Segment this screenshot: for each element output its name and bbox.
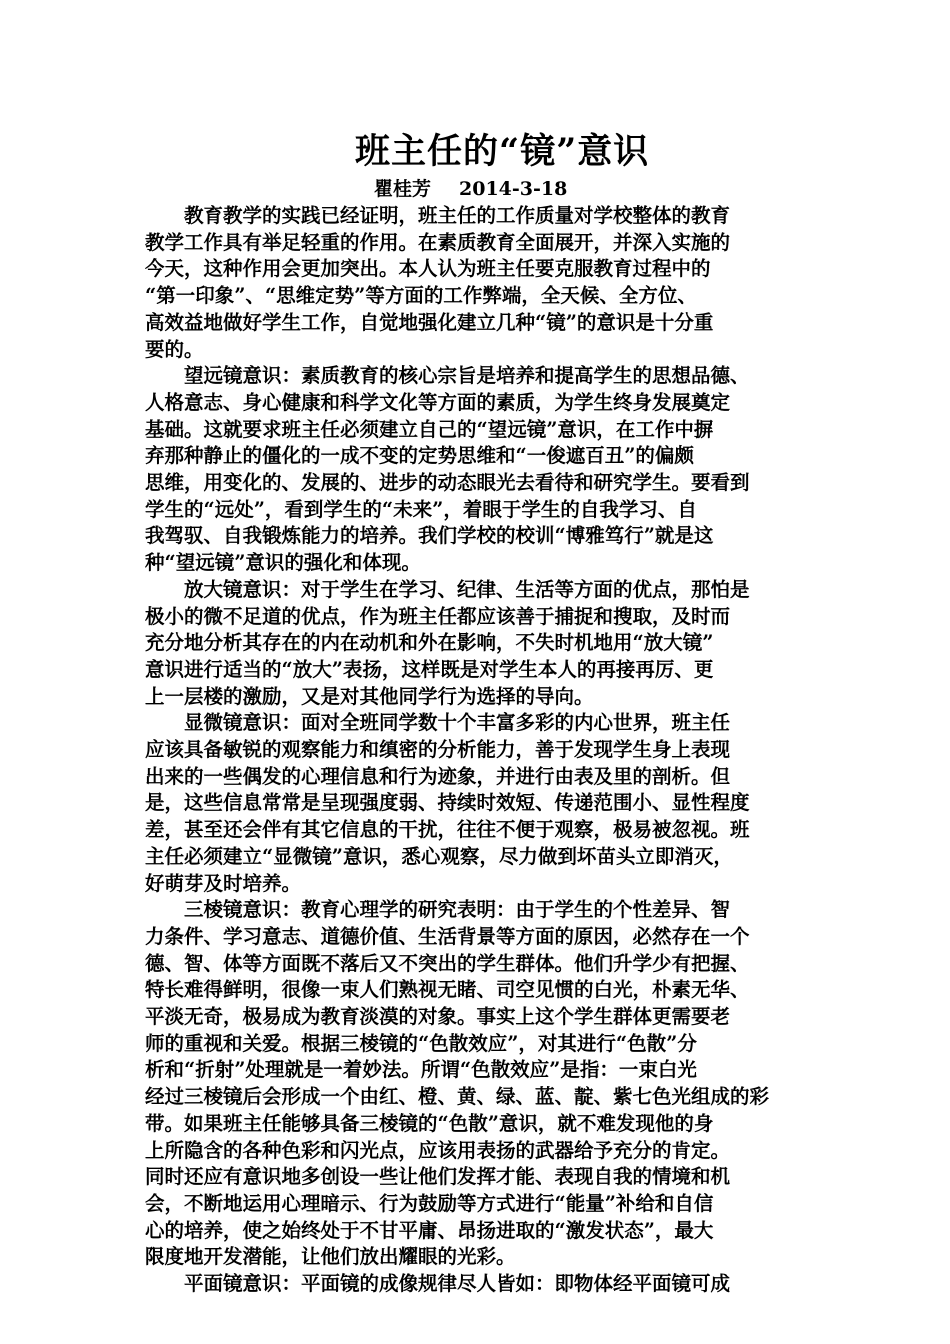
- text-line: 析和“折射”处理就是一着妙法。所谓“色散效应”是指：一束白光: [145, 1058, 697, 1082]
- text-line: 心的培养，使之始终处于不甘平庸、昂扬进取的“激发状态”，最大: [145, 1218, 714, 1242]
- text-line: 极小的微不足道的优点，作为班主任都应该善于捕捉和搜取，及时而: [145, 604, 731, 628]
- text-line: 差，甚至还会伴有其它信息的干扰，往往不便于观察，极易被忽视。班: [145, 818, 750, 842]
- text-line: 会，不断地运用心理暗示、行为鼓励等方式进行“能量”补给和自信: [145, 1191, 714, 1215]
- text-line: 思维，用变化的、发展的、进步的动态眼光去看待和研究学生。要看到: [145, 471, 750, 494]
- text-line: 好萌芽及时培养。: [145, 871, 302, 895]
- document-title: 班主任的“镜”意识: [355, 131, 650, 172]
- publish-date: 2014-3-18: [459, 178, 568, 200]
- text-line: 教育教学的实践已经证明，班主任的工作质量对学校整体的教育: [145, 204, 731, 227]
- text-line: 今天，这种作用会更加突出。本人认为班主任要克服教育过程中的: [145, 257, 711, 281]
- text-line: 力条件、学习意志、道德价值、生活背景等方面的原因，必然存在一个: [145, 924, 750, 948]
- text-line: 经过三棱镜后会形成一个由红、橙、黄、绿、蓝、靛、紫七色光组成的彩: [145, 1085, 770, 1109]
- text-line: 德、智、体等方面既不落后又不突出的学生群体。他们升学少有把握、: [145, 951, 750, 975]
- text-line: 种“望远镜”意识的强化和体现。: [145, 551, 421, 575]
- text-line: 是，这些信息常常是呈现强度弱、持续时效短、传递范围小、显性程度: [145, 791, 750, 815]
- text-line: “第一印象”、“思维定势”等方面的工作弊端，全天候、全方位、: [145, 284, 697, 308]
- text-line: 充分地分析其存在的内在动机和外在影响，不失时机地用“放大镜”: [145, 631, 714, 655]
- text-line: 学生的“远处”，看到学生的“未来”，着眼于学生的自我学习、自: [145, 497, 697, 521]
- text-line: 显微镜意识：面对全班同学数十个丰富多彩的内心世界，班主任: [145, 711, 731, 735]
- text-line: 我驾驭、自我锻炼能力的培养。我们学校的校训“博雅笃行”就是这: [145, 524, 714, 548]
- text-line: 三棱镜意识：教育心理学的研究表明：由于学生的个性差异、智: [145, 898, 731, 922]
- text-line: 教学工作具有举足轻重的作用。在素质教育全面展开，并深入实施的: [145, 230, 731, 254]
- text-line: 同时还应有意识地多创设一些让他们发挥才能、表现自我的情境和机: [145, 1165, 731, 1189]
- text-line: 放大镜意识：对于学生在学习、纪律、生活等方面的优点，那怕是: [145, 577, 750, 601]
- text-line: 平淡无奇，极易成为教育淡漠的对象。事实上这个学生群体更需要老: [145, 1005, 731, 1028]
- text-line: 主任必须建立“显微镜”意识，悉心观察，尽力做到坏苗头立即消灭，: [145, 844, 733, 868]
- text-line: 意识进行适当的“放大”表扬，这样既是对学生本人的再接再厉、更: [145, 657, 714, 681]
- author-name: 瞿桂芳: [374, 178, 432, 200]
- text-line: 要的。: [145, 337, 204, 361]
- text-line: 应该具备敏锐的观察能力和缜密的分析能力，善于发现学生身上表现: [145, 738, 731, 761]
- text-line: 师的重视和关爱。根据三棱镜的“色散效应”，对其进行“色散”分: [145, 1031, 697, 1055]
- text-line: 望远镜意识：素质教育的核心宗旨是培养和提高学生的思想品德、: [145, 364, 750, 388]
- text-line: 平面镜意识：平面镜的成像规律尽人皆如：即物体经平面镜可成: [145, 1272, 731, 1295]
- text-line: 基础。这就要求班主任必须建立自己的“望远镜”意识，在工作中摒: [145, 417, 714, 441]
- text-line: 出来的一些偶发的心理信息和行为迹象，并进行由表及里的剖析。但: [145, 764, 731, 788]
- text-line: 弃那种静止的僵化的一成不变的定势思维和“一俊遮百丑”的偏颇: [145, 444, 694, 468]
- text-line: 高效益地做好学生工作，自觉地强化建立几种“镜”的意识是十分重: [145, 310, 714, 334]
- text-line: 人格意志、身心健康和科学文化等方面的素质，为学生终身发展奠定: [145, 390, 731, 414]
- text-line: 限度地开发潜能，让他们放出耀眼的光彩。: [145, 1245, 516, 1269]
- text-line: 上一层楼的激励，又是对其他同学行为选择的导向。: [145, 684, 594, 708]
- text-line: 带。如果班主任能够具备三棱镜的“色散”意识，就不难发现他的身: [145, 1111, 714, 1135]
- text-line: 上所隐含的各种色彩和闪光点，应该用表扬的武器给予充分的肯定。: [145, 1138, 731, 1162]
- text-line: 特长难得鲜明，很像一束人们熟视无睹、司空见惯的白光，朴素无华、: [145, 978, 750, 1002]
